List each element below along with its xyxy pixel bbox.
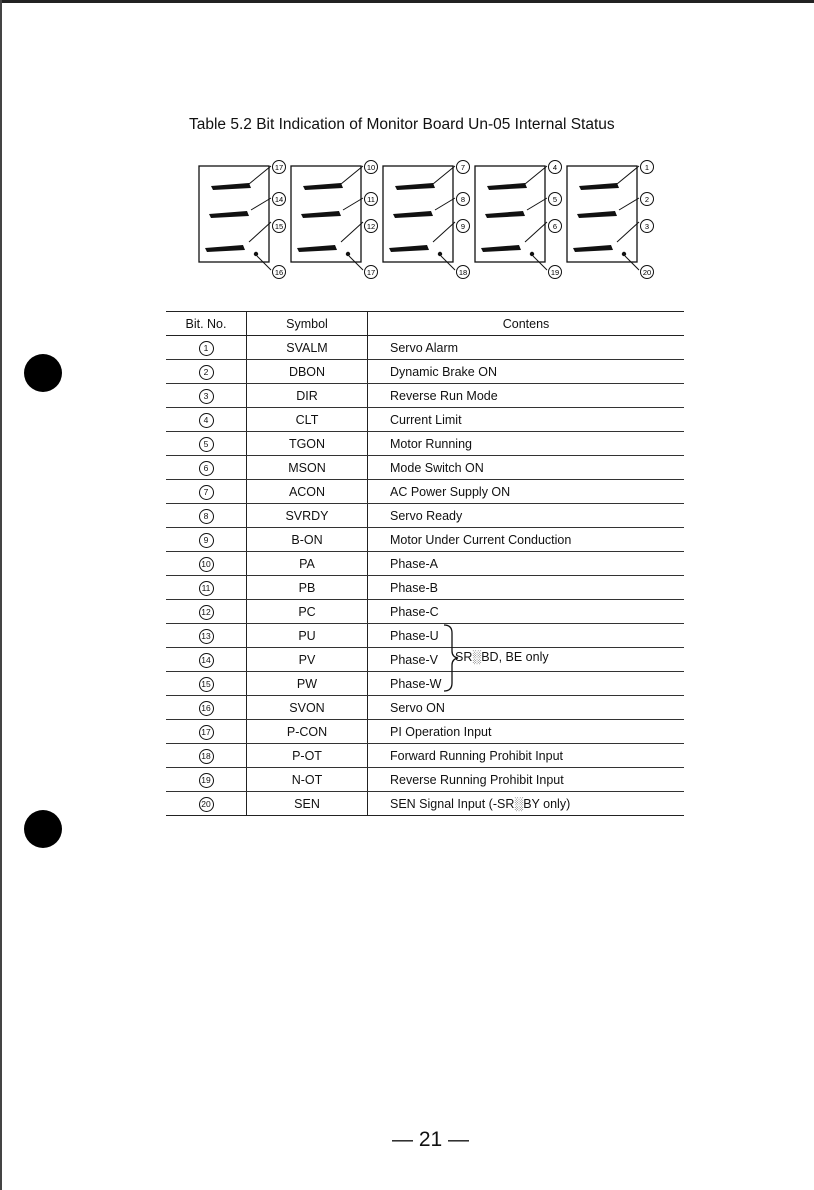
- contents-cell: Phase-W: [368, 672, 685, 696]
- segment-bar: [481, 245, 521, 252]
- bit-cell: [166, 768, 247, 792]
- table-row: [166, 456, 684, 480]
- bit-marker-label: 10: [366, 163, 376, 172]
- symbol-cell: DIR: [247, 384, 368, 408]
- bit-number: 16: [199, 701, 214, 716]
- symbol-cell: P-CON: [247, 720, 368, 744]
- table-row: [166, 624, 684, 648]
- table-row: [166, 408, 684, 432]
- bit-cell: [166, 456, 247, 480]
- table-row: [166, 384, 684, 408]
- bit-number: 18: [199, 749, 214, 764]
- punch-hole-top: [24, 354, 62, 392]
- contents-cell: Forward Running Prohibit Input: [368, 744, 685, 768]
- bit-number: 15: [199, 677, 214, 692]
- contents-cell: Phase-C: [368, 600, 685, 624]
- bit-marker-label: 19: [550, 268, 560, 277]
- symbol-cell: CLT: [247, 408, 368, 432]
- table-row: [166, 696, 684, 720]
- segment-bar: [395, 183, 435, 190]
- header-symbol: Symbol: [247, 312, 368, 336]
- bit-cell: [166, 504, 247, 528]
- leader-line: [435, 198, 455, 210]
- contents-cell: Reverse Running Prohibit Input: [368, 768, 685, 792]
- symbol-cell: PV: [247, 648, 368, 672]
- leader-line: [249, 222, 271, 242]
- bit-marker-label: 5: [552, 195, 558, 204]
- bit-number: 8: [199, 509, 214, 524]
- contents-cell: Phase-B: [368, 576, 685, 600]
- header-bit-no: Bit. No.: [166, 312, 247, 336]
- leader-line: [527, 198, 547, 210]
- bit-cell: [166, 528, 247, 552]
- bit-number: 13: [199, 629, 214, 644]
- table-row: [166, 768, 684, 792]
- table-row: [166, 552, 684, 576]
- leader-line: [617, 166, 639, 184]
- segment-bar: [297, 245, 337, 252]
- bit-marker-label: 14: [274, 195, 284, 204]
- contents-cell: Motor Running: [368, 432, 685, 456]
- monitor-digit-diagram: [196, 158, 666, 283]
- contents-cell: AC Power Supply ON: [368, 480, 685, 504]
- contents-cell: Phase-V: [368, 648, 685, 672]
- bit-number: 1: [199, 341, 214, 356]
- contents-cell: Servo ON: [368, 696, 685, 720]
- table-row: [166, 720, 684, 744]
- bit-number: 20: [199, 797, 214, 812]
- bit-marker-label: 1: [644, 163, 650, 172]
- symbol-cell: MSON: [247, 456, 368, 480]
- symbol-cell: PB: [247, 576, 368, 600]
- table-row: [166, 792, 684, 816]
- bit-marker-label: 15: [274, 222, 284, 231]
- page-top-edge: [0, 0, 814, 3]
- table-row: [166, 672, 684, 696]
- bit-cell: [166, 552, 247, 576]
- bit-cell: [166, 792, 247, 816]
- bit-number: 10: [199, 557, 214, 572]
- segment-bar: [209, 211, 249, 218]
- leader-line: [619, 198, 639, 210]
- leader-line: [525, 222, 547, 242]
- symbol-cell: P-OT: [247, 744, 368, 768]
- decimal-dot: [438, 252, 442, 256]
- bit-marker-label: 8: [460, 195, 466, 204]
- contents-cell: Reverse Run Mode: [368, 384, 685, 408]
- bit-cell: [166, 720, 247, 744]
- leader-line: [343, 198, 363, 210]
- bit-marker-label: 18: [458, 268, 468, 277]
- symbol-cell: PA: [247, 552, 368, 576]
- symbol-cell: SEN: [247, 792, 368, 816]
- bit-number: 2: [199, 365, 214, 380]
- bit-number: 9: [199, 533, 214, 548]
- leader-line: [341, 166, 363, 184]
- segment-bar: [205, 245, 245, 252]
- bit-marker-label: 7: [460, 163, 466, 172]
- contents-cell: Servo Alarm: [368, 336, 685, 360]
- page-left-edge: [0, 0, 2, 1190]
- table-title: Table 5.2 Bit Indication of Monitor Board Un-05 Internal Status: [189, 116, 615, 133]
- leader-line: [433, 166, 455, 184]
- decimal-dot: [254, 252, 258, 256]
- bit-cell: [166, 576, 247, 600]
- contents-cell: Dynamic Brake ON: [368, 360, 685, 384]
- symbol-cell: B-ON: [247, 528, 368, 552]
- bit-number: 11: [199, 581, 214, 596]
- bit-marker-label: 3: [644, 222, 650, 231]
- contents-cell: Phase-U: [368, 624, 685, 648]
- leader-line: [525, 166, 547, 184]
- contents-cell: PI Operation Input: [368, 720, 685, 744]
- bit-cell: [166, 696, 247, 720]
- table-row: [166, 744, 684, 768]
- bit-number: 5: [199, 437, 214, 452]
- bit-cell: [166, 648, 247, 672]
- segment-bar: [393, 211, 433, 218]
- segment-bar: [211, 183, 251, 190]
- leader-line: [617, 222, 639, 242]
- bit-marker-label: 12: [366, 222, 376, 231]
- bit-cell: [166, 360, 247, 384]
- symbol-cell: PC: [247, 600, 368, 624]
- segment-bar: [303, 183, 343, 190]
- bit-marker-label: 16: [274, 268, 284, 277]
- bit-number: 12: [199, 605, 214, 620]
- symbol-cell: SVON: [247, 696, 368, 720]
- leader-line: [433, 222, 455, 242]
- table-row: [166, 528, 684, 552]
- table-header-row: [166, 312, 684, 336]
- symbol-cell: PW: [247, 672, 368, 696]
- bit-marker-label: 17: [366, 268, 376, 277]
- bit-cell: [166, 672, 247, 696]
- bit-marker-label: 6: [552, 222, 558, 231]
- bit-marker-label: 11: [367, 195, 375, 204]
- contents-cell: Phase-A: [368, 552, 685, 576]
- symbol-cell: SVALM: [247, 336, 368, 360]
- symbol-cell: TGON: [247, 432, 368, 456]
- decimal-dot: [530, 252, 534, 256]
- contents-cell: Current Limit: [368, 408, 685, 432]
- bit-number: 6: [199, 461, 214, 476]
- table-row: [166, 504, 684, 528]
- table-row: [166, 336, 684, 360]
- bit-number: 7: [199, 485, 214, 500]
- leader-line: [249, 166, 271, 184]
- bit-cell: [166, 600, 247, 624]
- bit-cell: [166, 432, 247, 456]
- symbol-cell: ACON: [247, 480, 368, 504]
- segment-bar: [577, 211, 617, 218]
- punch-hole-bottom: [24, 810, 62, 848]
- table-row: [166, 600, 684, 624]
- bit-cell: [166, 744, 247, 768]
- leader-line: [341, 222, 363, 242]
- bit-number: 4: [199, 413, 214, 428]
- bit-cell: [166, 408, 247, 432]
- segment-bar: [579, 183, 619, 190]
- bit-marker-label: 9: [460, 222, 466, 231]
- header-contents: Contens: [368, 312, 685, 336]
- bit-cell: [166, 480, 247, 504]
- bit-cell: [166, 624, 247, 648]
- symbol-cell: PU: [247, 624, 368, 648]
- bit-marker-label: 20: [642, 268, 652, 277]
- bit-marker-label: 2: [644, 195, 650, 204]
- bit-cell: [166, 336, 247, 360]
- decimal-dot: [346, 252, 350, 256]
- segment-bar: [301, 211, 341, 218]
- table-row: [166, 432, 684, 456]
- phase-note: SR░BD, BE only: [455, 650, 549, 664]
- symbol-cell: N-OT: [247, 768, 368, 792]
- segment-bar: [487, 183, 527, 190]
- decimal-dot: [622, 252, 626, 256]
- bit-cell: [166, 384, 247, 408]
- bit-marker-label: 17: [274, 163, 284, 172]
- contents-cell: Motor Under Current Conduction: [368, 528, 685, 552]
- symbol-cell: SVRDY: [247, 504, 368, 528]
- bit-number: 14: [199, 653, 214, 668]
- contents-cell: Mode Switch ON: [368, 456, 685, 480]
- table-row: [166, 648, 684, 672]
- contents-cell: SEN Signal Input (-SR░BY only): [368, 792, 685, 816]
- leader-line: [251, 198, 271, 210]
- bit-number: 3: [199, 389, 214, 404]
- table-row: [166, 576, 684, 600]
- bit-marker-label: 4: [552, 163, 558, 172]
- bit-number: 19: [199, 773, 214, 788]
- table-row: [166, 360, 684, 384]
- contents-cell: Servo Ready: [368, 504, 685, 528]
- bit-indication-table: [166, 311, 684, 816]
- page-number: — 21 —: [392, 1128, 470, 1151]
- segment-bar: [389, 245, 429, 252]
- bit-number: 17: [199, 725, 214, 740]
- table-row: [166, 480, 684, 504]
- symbol-cell: DBON: [247, 360, 368, 384]
- segment-bar: [573, 245, 613, 252]
- segment-bar: [485, 211, 525, 218]
